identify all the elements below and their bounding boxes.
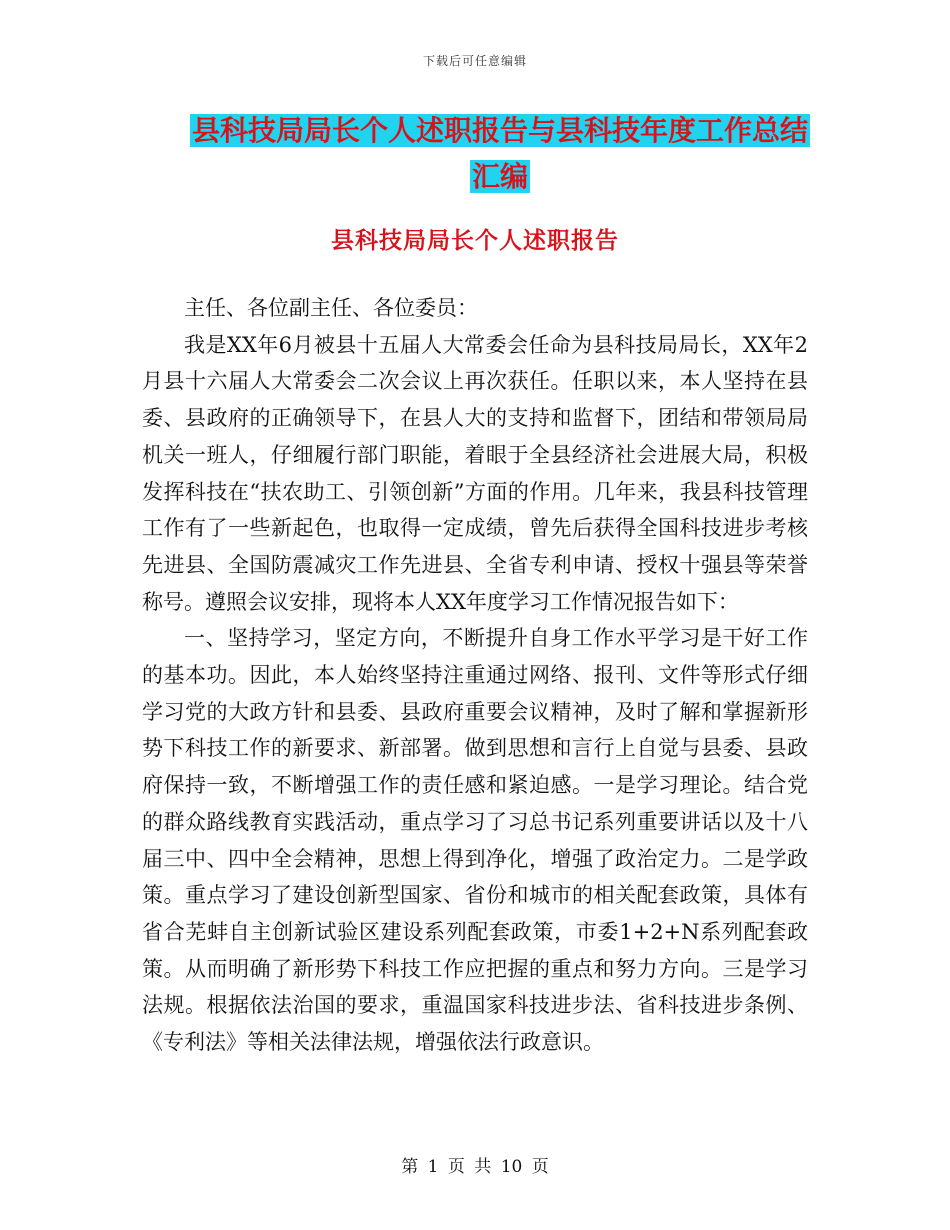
body-text [142,290,808,1061]
main-title [190,108,810,200]
main-title-text: 县科技局局长个人述职报告与县科技年度工作总结汇编 [192,114,809,193]
header-note: 下载后可任意编辑 [422,54,527,68]
section-title: 县科技局局长个人述职报告 [331,227,619,254]
paragraph-intro: 我是XX年6月被县十五届人大常委会任命为县科技局局长，XX年2月县十六届人大常委会二次会议上再次获任。任职以来，本人坚持在县委、县政府的正确领导下，在县人大的支持和监督下，团结和带领局局机关一班人，仔细履行部门职能，着眼于全县经济社会进展大局，积极发挥科技在“扶农助工、引领创新”方面的作用。几年来，我县科技管理工作有了一些新起色，也取得一定成绩，曾先后获得全国科技进步考核先进县、全国防震减灾工作先进县、全省专利申请、授权十强县等荣誉称号。遵照会议安排，现将本人XX年度学习工作情况报告如下： [142,332,808,614]
paragraph-section-one: 一、坚持学习，坚定方向，不断提升自身工作水平学习是干好工作的基本功。因此，本人始终坚持注重通过网络、报刊、文件等形式仔细学习党的大政方针和县委、县政府重要会议精神，及时了解和掌握新形势下科技工作的新要求、新部署。做到思想和言行上自觉与县委、县政府保持一致，不断增强工作的责任感和紧迫感。一是学习理论。结合党的群众路线教育实践活动，重点学习了习总书记系列重要讲话以及十八届三中、四中全会精神，思想上得到净化，增强了政治定力。二是学政策。重点学习了建设创新型国家、省份和城市的相关配套政策，具体有省合芜蚌自主创新试验区建设系列配套政策，市委1+2+N系列配套政策。从而明确了新形势下科技工作应把握的重点和努力方向。三是学习法规。根据依法治国的要求，重温国家科技进步法、省科技进步条例、《专利法》等相关法律法规，增强依法行政意识。 [142,626,808,1055]
paragraph-salutation: 主任、各位副主任、各位委员： [184,296,478,320]
page-footer: 第 1 页 共 10 页 [401,1157,549,1177]
